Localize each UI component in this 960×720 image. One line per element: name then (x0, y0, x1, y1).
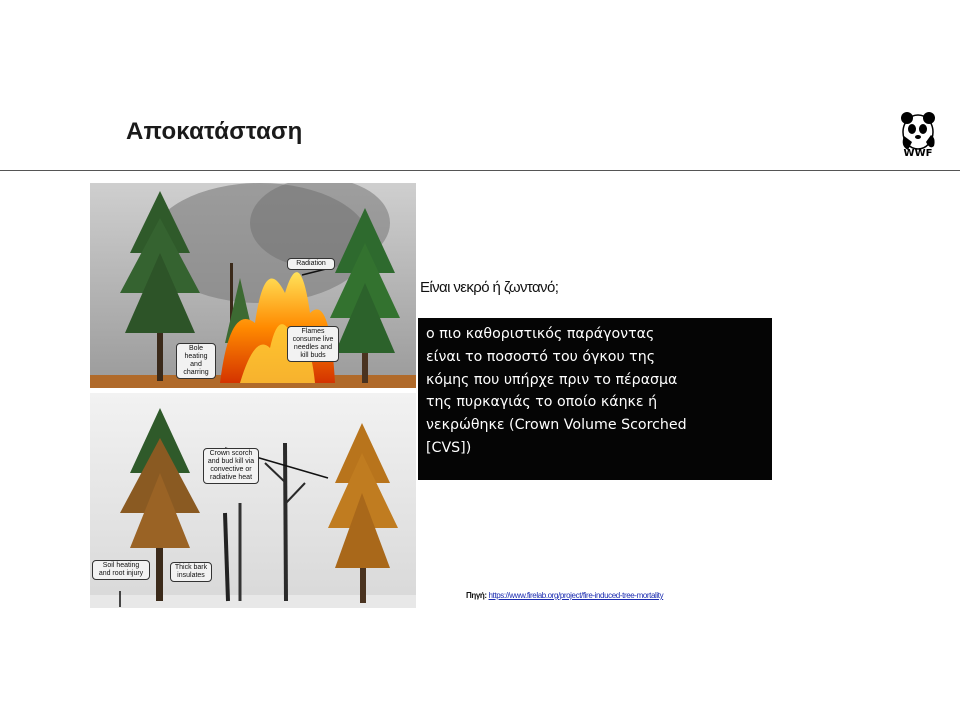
source-citation (466, 591, 663, 600)
label-soil-heating: Soil heating and root injury (92, 560, 150, 580)
label-crown-scorch: Crown scorch and bud kill via convective or radiative heat (203, 448, 259, 484)
label-thick-bark: Thick bark insulates (170, 562, 212, 582)
definition-box (418, 318, 772, 480)
definition-line: είναι το ποσοστό του όγκου της (426, 348, 656, 365)
source-label: Πηγή: (466, 591, 487, 600)
label-radiation: Radiation (287, 258, 335, 270)
definition-line: της πυρκαγιάς το οποίο κάηκε ή (426, 394, 658, 411)
label-bole-heating: Bole heating and charring (176, 343, 216, 379)
definition-line: [CVS]) (426, 439, 472, 456)
source-link[interactable]: https://www.firelab.org/project/fire-induced-tree-mortality (488, 591, 664, 600)
fire-effects-diagram (90, 183, 416, 608)
definition-line: ο πιο καθοριστικός παράγοντας (426, 326, 655, 342)
title-divider (0, 170, 960, 171)
question-heading: Είναι νεκρό ή ζωντανό; (420, 279, 559, 296)
slide-title: Αποκατάσταση (126, 118, 303, 145)
fire-illustration (90, 183, 416, 608)
logo-text: WWF (903, 148, 933, 159)
label-flames: Flames consume live needles and kill buds (287, 326, 339, 362)
definition-line: κόμης που υπήρχε πριν το πέρασμα (426, 371, 678, 388)
definition-line: νεκρώθηκε (Crown Volume Scorched (426, 417, 687, 434)
